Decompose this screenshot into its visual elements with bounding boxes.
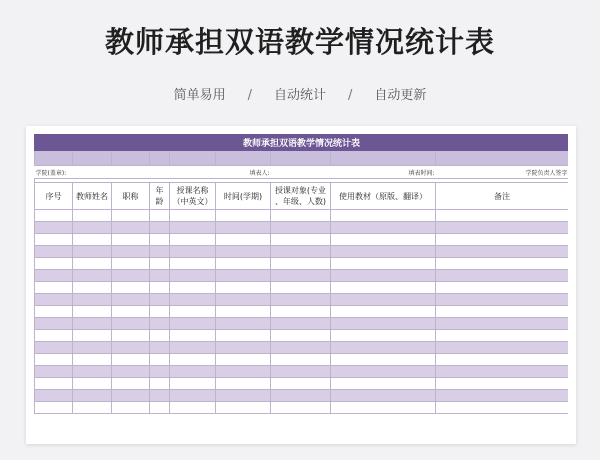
table-cell[interactable] (436, 402, 569, 414)
col-course (170, 183, 216, 210)
table-row (35, 234, 569, 246)
table-cell[interactable] (73, 330, 112, 342)
table-cell[interactable] (35, 378, 73, 390)
table-cell[interactable] (170, 378, 216, 390)
table-cell[interactable] (112, 378, 150, 390)
table-cell[interactable] (150, 294, 170, 306)
table-cell[interactable] (216, 246, 271, 258)
table-cell[interactable] (35, 330, 73, 342)
table-row (35, 246, 569, 258)
table-cell[interactable] (35, 222, 73, 234)
table-cell[interactable] (271, 378, 331, 390)
table-cell[interactable] (170, 282, 216, 294)
table-cell[interactable] (216, 270, 271, 282)
table-cell[interactable] (271, 294, 331, 306)
col-age-line1: 年 (155, 186, 164, 195)
table-cell[interactable] (35, 354, 73, 366)
table-cell[interactable] (170, 318, 216, 330)
table-cell[interactable] (150, 390, 170, 402)
table-cell[interactable] (331, 294, 436, 306)
table-cell[interactable] (73, 354, 112, 366)
table-row (35, 294, 569, 306)
table-cell[interactable] (216, 306, 271, 318)
table-cell[interactable] (436, 342, 569, 354)
table-cell[interactable] (436, 234, 569, 246)
table-cell[interactable] (35, 306, 73, 318)
table-cell[interactable] (271, 318, 331, 330)
col-period: 时间(学期) (216, 183, 271, 210)
table-cell[interactable] (150, 366, 170, 378)
table-cell[interactable] (73, 366, 112, 378)
col-course-line1: 授课名称 (176, 186, 209, 195)
table-cell[interactable] (112, 306, 150, 318)
table-cell[interactable] (436, 378, 569, 390)
feature-auto-stat: 自动统计 (273, 88, 326, 103)
table-cell[interactable] (112, 270, 150, 282)
table-cell[interactable] (271, 246, 331, 258)
table-cell[interactable] (170, 270, 216, 282)
table-cell[interactable] (271, 366, 331, 378)
table-cell[interactable] (35, 366, 73, 378)
table-cell[interactable] (331, 246, 436, 258)
table-row (35, 270, 569, 282)
table-cell[interactable] (35, 390, 73, 402)
table-cell[interactable] (73, 306, 112, 318)
col-rank: 职称 (112, 183, 150, 210)
table-cell[interactable] (112, 366, 150, 378)
table-cell[interactable] (216, 342, 271, 354)
table-cell[interactable] (35, 342, 73, 354)
table-cell[interactable] (271, 222, 331, 234)
col-target-line1: 授课对象(专业 (274, 186, 327, 195)
table-cell[interactable] (436, 354, 569, 366)
table-row (35, 330, 569, 342)
table-cell[interactable] (35, 234, 73, 246)
table-cell[interactable] (216, 210, 271, 222)
signature-label: 学院负责人签字 (436, 166, 569, 179)
table-cell[interactable] (331, 270, 436, 282)
table-row (35, 282, 569, 294)
table-cell[interactable] (150, 246, 170, 258)
table-cell[interactable] (271, 354, 331, 366)
fill-time-label: 填表时间: (271, 166, 436, 179)
table-cell[interactable] (216, 402, 271, 414)
col-course-line2: （中英文） (172, 197, 213, 206)
table-cell[interactable] (170, 294, 216, 306)
table-cell[interactable] (271, 270, 331, 282)
table-cell[interactable] (331, 378, 436, 390)
table-cell[interactable] (216, 366, 271, 378)
table-cell[interactable] (35, 402, 73, 414)
col-age-line2: 龄 (155, 197, 164, 206)
table-cell[interactable] (331, 330, 436, 342)
page-title: 教师承担双语教学情况统计表 (104, 25, 495, 59)
table-cell[interactable] (271, 330, 331, 342)
table-cell[interactable] (112, 318, 150, 330)
table-cell[interactable] (436, 306, 569, 318)
table-row (35, 318, 569, 330)
table-cell[interactable] (271, 210, 331, 222)
table-cell[interactable] (73, 342, 112, 354)
table-cell[interactable] (112, 330, 150, 342)
table-cell[interactable] (216, 282, 271, 294)
table-cell[interactable] (112, 234, 150, 246)
filler-label: 填表人: (112, 166, 271, 179)
info-row (35, 166, 569, 179)
spreadsheet-preview (26, 126, 576, 444)
table-cell[interactable] (73, 234, 112, 246)
table-cell[interactable] (331, 306, 436, 318)
table-row (35, 366, 569, 378)
table-cell[interactable] (216, 258, 271, 270)
table-cell[interactable] (170, 342, 216, 354)
table-cell[interactable] (216, 390, 271, 402)
table-cell[interactable] (112, 294, 150, 306)
table-cell[interactable] (35, 210, 73, 222)
stats-table (34, 134, 568, 414)
table-cell[interactable] (112, 354, 150, 366)
table-cell[interactable] (436, 258, 569, 270)
table-cell[interactable] (331, 354, 436, 366)
table-cell[interactable] (271, 342, 331, 354)
table-cell[interactable] (170, 234, 216, 246)
table-cell[interactable] (35, 258, 73, 270)
table-row (35, 378, 569, 390)
table-cell[interactable] (150, 306, 170, 318)
table-cell[interactable] (271, 282, 331, 294)
table-row (35, 306, 569, 318)
table-cell[interactable] (170, 246, 216, 258)
table-cell[interactable] (150, 330, 170, 342)
table-cell[interactable] (150, 282, 170, 294)
col-teacher-name: 教师姓名 (73, 183, 112, 210)
table-cell[interactable] (170, 222, 216, 234)
col-target (271, 183, 331, 210)
table-cell[interactable] (73, 390, 112, 402)
table-cell[interactable] (436, 222, 569, 234)
table-cell[interactable] (436, 318, 569, 330)
table-cell[interactable] (271, 306, 331, 318)
table-cell[interactable] (216, 222, 271, 234)
table-cell[interactable] (331, 222, 436, 234)
table-cell[interactable] (150, 354, 170, 366)
table-cell[interactable] (170, 354, 216, 366)
col-textbook: 使用教材（原版、翻译） (331, 183, 436, 210)
table-cell[interactable] (170, 306, 216, 318)
table-cell[interactable] (73, 378, 112, 390)
col-target-line2: 、年级、人数) (274, 197, 327, 206)
table-cell[interactable] (112, 342, 150, 354)
table-cell[interactable] (150, 402, 170, 414)
table-row (35, 354, 569, 366)
table-cell[interactable] (35, 294, 73, 306)
feature-easy: 简单易用 (173, 88, 226, 103)
table-cell[interactable] (216, 234, 271, 246)
table-cell[interactable] (436, 366, 569, 378)
table-cell[interactable] (170, 258, 216, 270)
table-cell[interactable] (73, 318, 112, 330)
table-cell[interactable] (216, 330, 271, 342)
table-cell[interactable] (35, 246, 73, 258)
col-remark: 备注 (436, 183, 569, 210)
table-cell[interactable] (112, 282, 150, 294)
table-cell[interactable] (112, 222, 150, 234)
table-row (35, 210, 569, 222)
separator: / (247, 88, 252, 103)
table-cell[interactable] (436, 294, 569, 306)
table-row (35, 222, 569, 234)
school-stamp-label: 学院(盖章): (35, 166, 112, 179)
table-cell[interactable] (73, 270, 112, 282)
spreadsheet (34, 134, 568, 444)
table-cell[interactable] (150, 222, 170, 234)
table-cell[interactable] (150, 258, 170, 270)
table-cell[interactable] (73, 210, 112, 222)
table-cell[interactable] (331, 366, 436, 378)
table-cell[interactable] (112, 390, 150, 402)
table-cell[interactable] (150, 318, 170, 330)
table-cell[interactable] (216, 378, 271, 390)
table-cell[interactable] (35, 282, 73, 294)
table-cell[interactable] (112, 246, 150, 258)
table-cell[interactable] (331, 234, 436, 246)
table-cell[interactable] (216, 294, 271, 306)
table-cell[interactable] (35, 318, 73, 330)
table-cell[interactable] (436, 270, 569, 282)
table-cell[interactable] (271, 390, 331, 402)
table-cell[interactable] (73, 258, 112, 270)
table-cell[interactable] (436, 330, 569, 342)
blank-row (35, 151, 569, 166)
table-cell[interactable] (73, 246, 112, 258)
table-cell[interactable] (436, 210, 569, 222)
table-cell[interactable] (170, 210, 216, 222)
table-row (35, 402, 569, 414)
table-cell[interactable] (216, 318, 271, 330)
feature-list (0, 84, 600, 103)
sheet-title: 教师承担双语教学情况统计表 (35, 135, 569, 151)
table-row (35, 342, 569, 354)
table-cell[interactable] (150, 234, 170, 246)
table-cell[interactable] (436, 390, 569, 402)
table-cell[interactable] (112, 402, 150, 414)
table-cell[interactable] (170, 390, 216, 402)
table-cell[interactable] (271, 258, 331, 270)
table-cell[interactable] (150, 378, 170, 390)
feature-auto-update: 自动更新 (374, 88, 427, 103)
table-cell[interactable] (170, 330, 216, 342)
table-cell[interactable] (112, 210, 150, 222)
table-cell[interactable] (35, 270, 73, 282)
table-cell[interactable] (331, 390, 436, 402)
header-row (35, 183, 569, 210)
table-cell[interactable] (150, 342, 170, 354)
table-cell[interactable] (216, 354, 271, 366)
table-cell[interactable] (331, 210, 436, 222)
table-cell[interactable] (271, 234, 331, 246)
table-cell[interactable] (436, 246, 569, 258)
separator: / (348, 88, 353, 103)
table-cell[interactable] (170, 402, 216, 414)
table-cell[interactable] (331, 258, 436, 270)
table-cell[interactable] (271, 402, 331, 414)
table-cell[interactable] (73, 294, 112, 306)
table-cell[interactable] (436, 282, 569, 294)
table-cell[interactable] (73, 402, 112, 414)
col-seq: 序号 (35, 183, 73, 210)
table-cell[interactable] (331, 282, 436, 294)
table-cell[interactable] (150, 270, 170, 282)
table-cell[interactable] (331, 318, 436, 330)
table-cell[interactable] (331, 342, 436, 354)
table-row (35, 258, 569, 270)
table-cell[interactable] (73, 282, 112, 294)
table-cell[interactable] (331, 402, 436, 414)
table-cell[interactable] (112, 258, 150, 270)
table-cell[interactable] (73, 222, 112, 234)
table-cell[interactable] (170, 366, 216, 378)
table-cell[interactable] (150, 210, 170, 222)
table-row (35, 390, 569, 402)
col-age (150, 183, 170, 210)
